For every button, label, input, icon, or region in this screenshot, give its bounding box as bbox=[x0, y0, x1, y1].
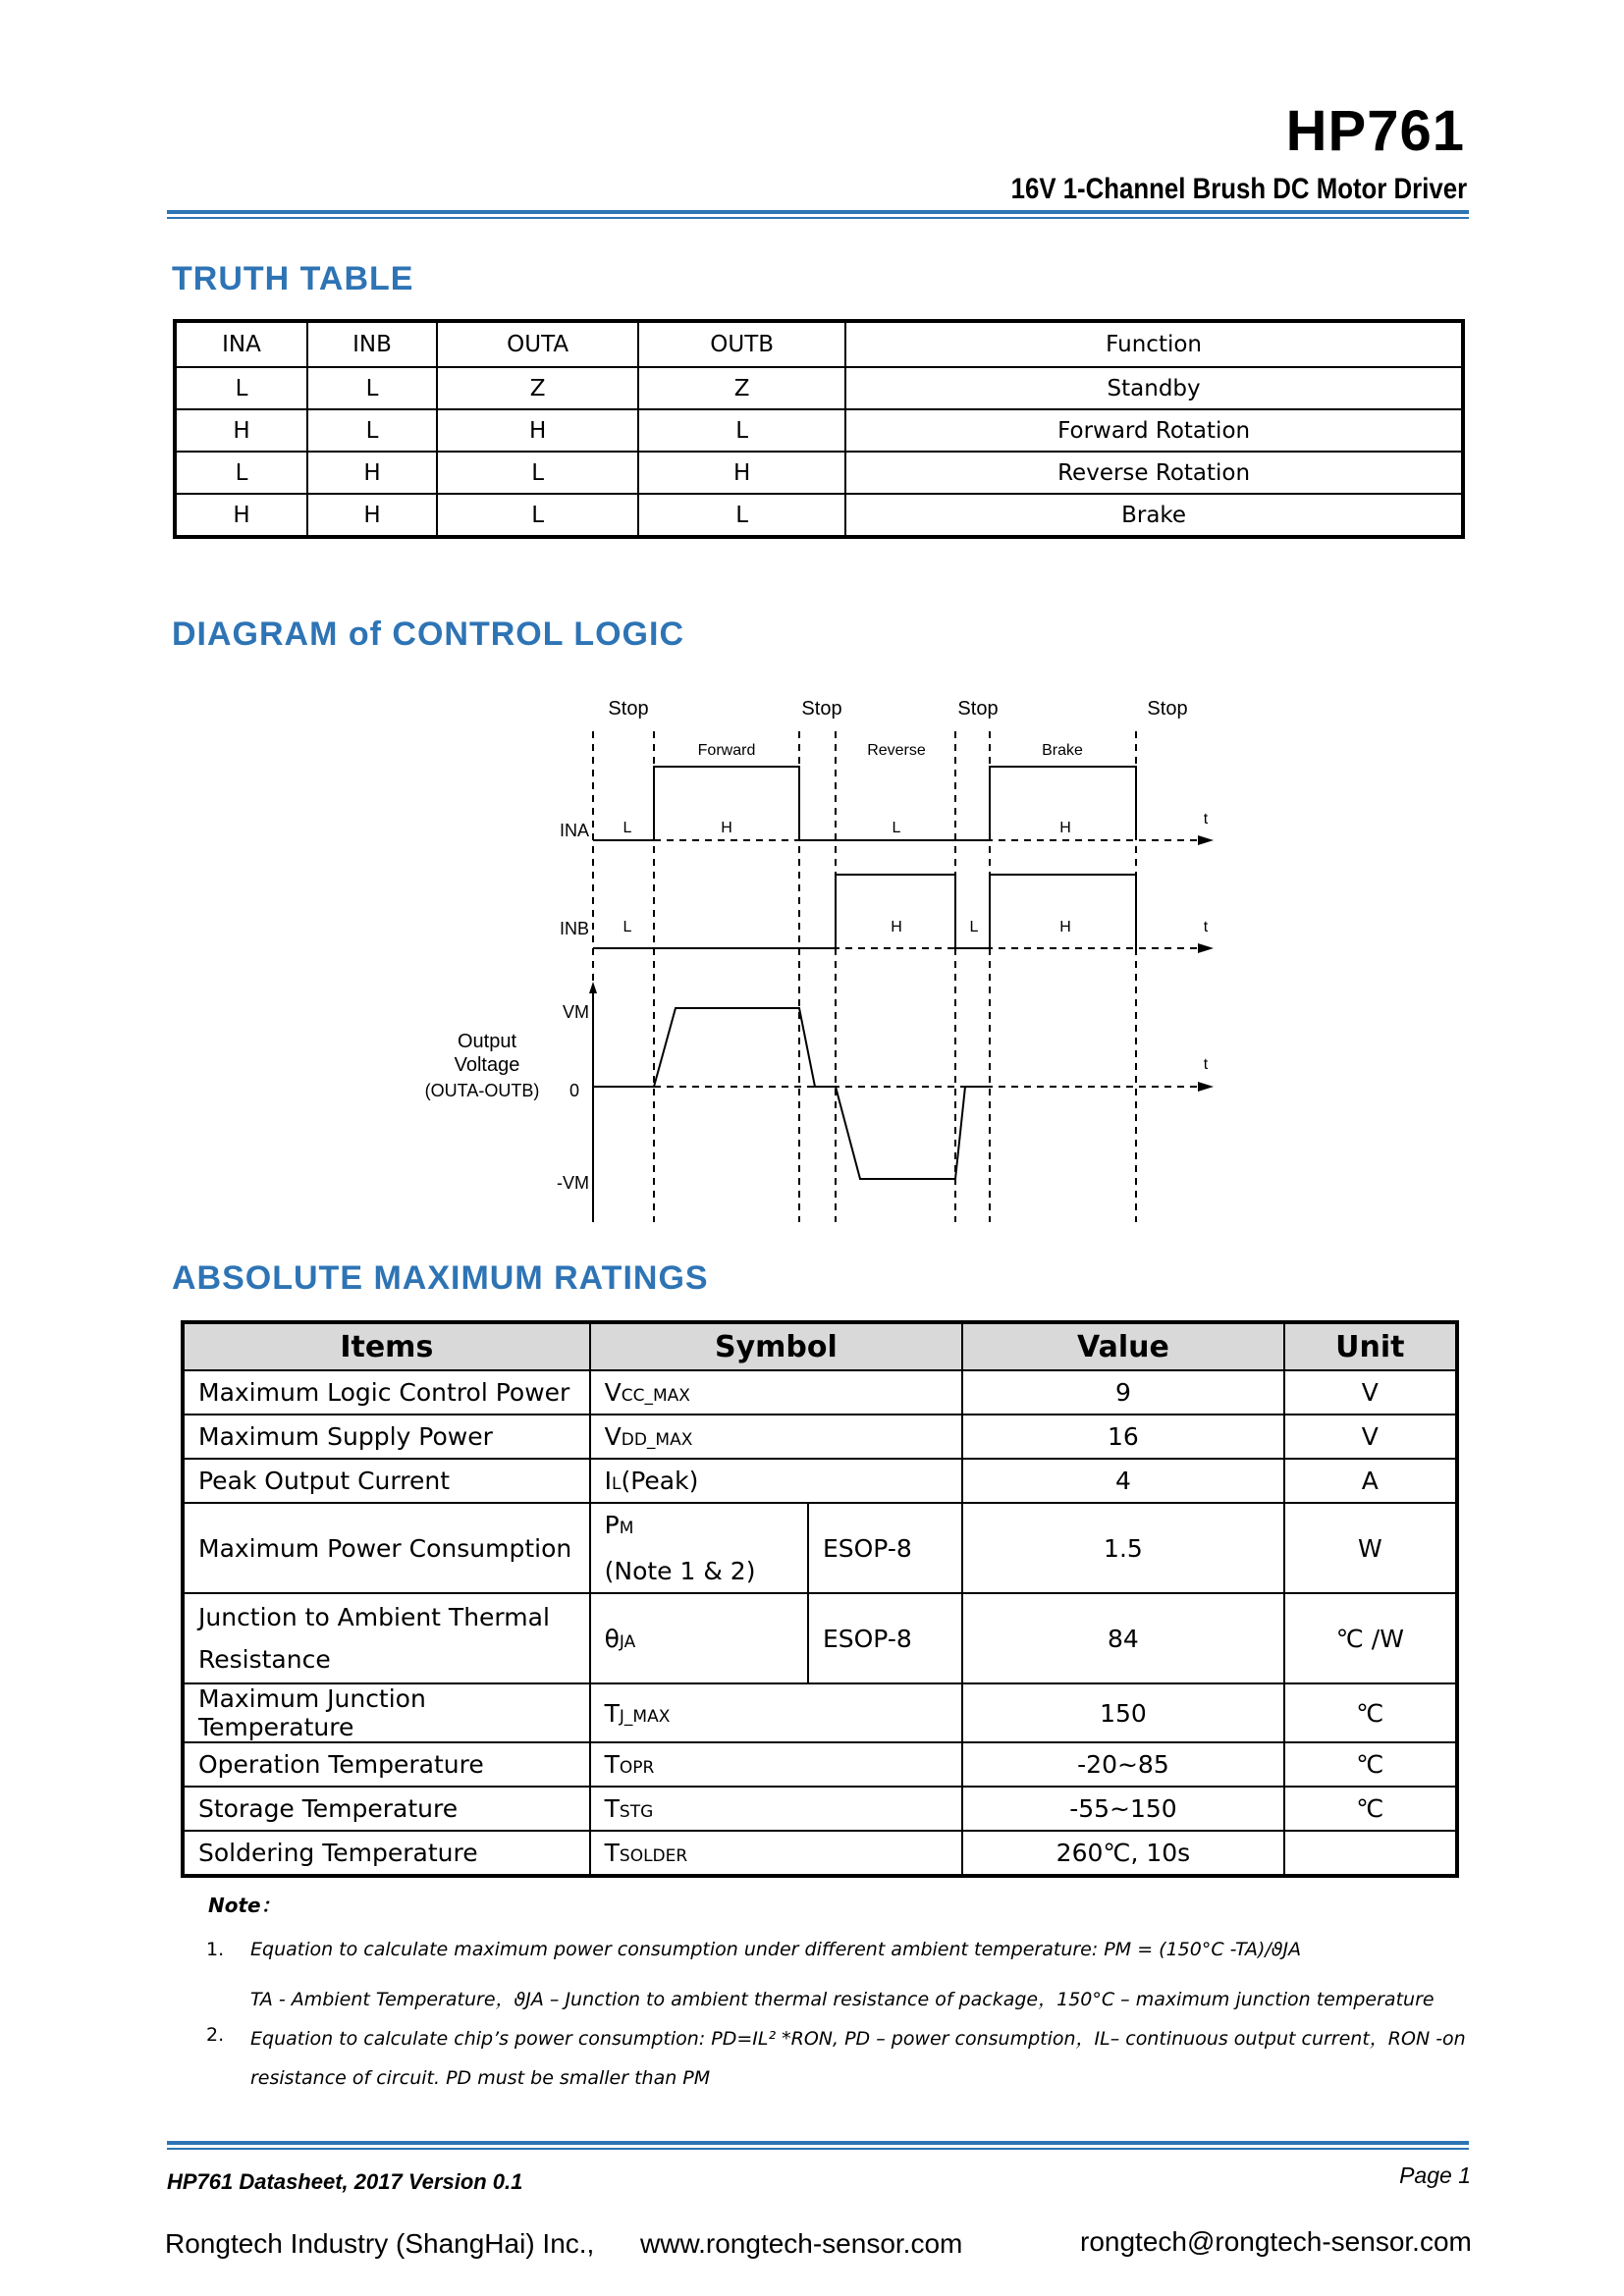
mode-label: Forward bbox=[697, 742, 756, 759]
unit-cell: V bbox=[1284, 1370, 1457, 1415]
table-cell: H bbox=[307, 452, 437, 494]
inb-level: H bbox=[891, 919, 902, 935]
package-cell: ESOP-8 bbox=[808, 1503, 962, 1593]
state-label: Stop bbox=[957, 698, 999, 720]
mode-label: Reverse bbox=[867, 742, 926, 759]
output-voltage-label: Voltage bbox=[454, 1054, 520, 1076]
table-cell: H bbox=[175, 409, 307, 452]
footer-rule-thin bbox=[167, 2148, 1469, 2150]
unit-cell: V bbox=[1284, 1415, 1457, 1459]
value-cell: 4 bbox=[962, 1459, 1284, 1503]
symbol-cell: TJ_MAX bbox=[590, 1683, 963, 1742]
item-cell: Operation Temperature bbox=[183, 1742, 590, 1787]
symbol-cell: TSTG bbox=[590, 1787, 963, 1831]
negative-vm-axis-label: -VM bbox=[557, 1173, 589, 1193]
table-cell: H bbox=[437, 409, 638, 452]
inb-level: H bbox=[1059, 919, 1071, 935]
ina-level: H bbox=[1059, 820, 1071, 836]
table-cell: Z bbox=[638, 367, 845, 409]
table-header-row bbox=[183, 1322, 1457, 1370]
symbol-cell: VDD_MAX bbox=[590, 1415, 963, 1459]
column-header: Function bbox=[845, 321, 1463, 367]
table-cell: L bbox=[175, 452, 307, 494]
footer-website-link[interactable]: www.rongtech-sensor.com bbox=[640, 2228, 963, 2259]
table-row bbox=[183, 1683, 1457, 1742]
inb-level: L bbox=[969, 919, 979, 935]
value-cell: 16 bbox=[962, 1415, 1284, 1459]
state-label: Stop bbox=[801, 698, 842, 720]
symbol-cell: VCC_MAX bbox=[590, 1370, 963, 1415]
ina-time-arrow bbox=[1198, 835, 1214, 845]
item-cell: Maximum Logic Control Power bbox=[183, 1370, 590, 1415]
table-cell: Forward Rotation bbox=[845, 409, 1463, 452]
symbol-cell: IL(Peak) bbox=[590, 1459, 963, 1503]
item-cell: Junction to Ambient Thermal Resistance bbox=[183, 1593, 590, 1683]
table-row bbox=[183, 1787, 1457, 1831]
table-cell: L bbox=[437, 494, 638, 537]
table-row bbox=[183, 1415, 1457, 1459]
time-axis-label: t bbox=[1203, 811, 1209, 828]
symbol-cell: TOPR bbox=[590, 1742, 963, 1787]
value-cell: -20~85 bbox=[962, 1742, 1284, 1787]
value-cell: 1.5 bbox=[962, 1503, 1284, 1593]
table-cell: Standby bbox=[845, 367, 1463, 409]
footer-rule bbox=[167, 2141, 1469, 2145]
symbol-cell: θJA bbox=[590, 1593, 808, 1683]
output-voltage-label: Output bbox=[457, 1031, 517, 1052]
unit-cell: W bbox=[1284, 1503, 1457, 1593]
table-cell: Reverse Rotation bbox=[845, 452, 1463, 494]
value-cell: 84 bbox=[962, 1593, 1284, 1683]
footer-datasheet-version: HP761 Datasheet, 2017 Version 0.1 bbox=[167, 2169, 523, 2194]
timing-guide-lines bbox=[593, 731, 1198, 1222]
column-header: Unit bbox=[1284, 1322, 1457, 1370]
footer-company: Rongtech Industry (ShangHai) Inc., bbox=[165, 2228, 595, 2259]
item-cell: Maximum Supply Power bbox=[183, 1415, 590, 1459]
column-header: Items bbox=[183, 1322, 590, 1370]
column-header: Value bbox=[962, 1322, 1284, 1370]
mode-label: Brake bbox=[1042, 742, 1083, 759]
control-logic-heading: DIAGRAM of CONTROL LOGIC bbox=[172, 615, 684, 653]
table-cell: Brake bbox=[845, 494, 1463, 537]
value-cell: 9 bbox=[962, 1370, 1284, 1415]
unit-cell: A bbox=[1284, 1459, 1457, 1503]
column-header: OUTB bbox=[638, 321, 845, 367]
table-cell: Z bbox=[437, 367, 638, 409]
note-label: Note： bbox=[208, 1894, 281, 1917]
table-cell: L bbox=[437, 452, 638, 494]
item-cell: Maximum Junction Temperature bbox=[183, 1683, 590, 1742]
inb-waveform bbox=[593, 875, 1136, 948]
ina-level: L bbox=[892, 820, 901, 836]
state-label: Stop bbox=[608, 698, 649, 720]
voltage-axis-arrow bbox=[589, 982, 597, 993]
table-row bbox=[183, 1742, 1457, 1787]
value-cell: 260℃, 10s bbox=[962, 1831, 1284, 1876]
table-cell: L bbox=[638, 494, 845, 537]
table-row bbox=[183, 1593, 1457, 1683]
output-voltage-label: (OUTA-OUTB) bbox=[424, 1081, 540, 1100]
symbol-cell: PM (Note 1 & 2) bbox=[590, 1503, 808, 1593]
table-cell: H bbox=[638, 452, 845, 494]
notes: Note： 1. Equation to calculate maximum power consumption under different ambient temperature: PM = (150°C -TA)/ϑJA TA - Ambient Temperature，ϑJA – Junction to ambient thermal resistance of package，150°C – maximum junction temperature 2. Equation to calculate chip’s power consumption: PD=IL² *RON, PD – power consumption，IL– continuous output current，RON -on resistance of circuit. PD must be smaller than PM bbox=[206, 1890, 1443, 1918]
table-cell: L bbox=[175, 367, 307, 409]
package-cell: ESOP-8 bbox=[808, 1593, 962, 1683]
symbol-cell: TSOLDER bbox=[590, 1831, 963, 1876]
output-time-arrow bbox=[1198, 1082, 1214, 1092]
table-row bbox=[183, 1370, 1457, 1415]
value-cell: 150 bbox=[962, 1683, 1284, 1742]
ratings-heading: ABSOLUTE MAXIMUM RATINGS bbox=[172, 1259, 709, 1297]
table-row bbox=[183, 1459, 1457, 1503]
footer-page-number: Page 1 bbox=[1399, 2163, 1471, 2188]
inb-signal-label: INB bbox=[559, 919, 589, 938]
ina-signal-label: INA bbox=[559, 821, 589, 840]
output-voltage-waveform bbox=[593, 1008, 990, 1179]
item-cell: Storage Temperature bbox=[183, 1787, 590, 1831]
footer-email-link[interactable]: rongtech@rongtech-sensor.com bbox=[1080, 2226, 1472, 2257]
item-cell: Soldering Temperature bbox=[183, 1831, 590, 1876]
time-axis-label: t bbox=[1203, 919, 1209, 935]
zero-axis-label: 0 bbox=[568, 1081, 579, 1100]
table-cell: L bbox=[307, 409, 437, 452]
column-header: INB bbox=[307, 321, 437, 367]
value-cell: -55~150 bbox=[962, 1787, 1284, 1831]
unit-cell: ℃ bbox=[1284, 1742, 1457, 1787]
unit-cell: ℃ bbox=[1284, 1787, 1457, 1831]
unit-cell: ℃ bbox=[1284, 1683, 1457, 1742]
column-header: OUTA bbox=[437, 321, 638, 367]
table-cell: L bbox=[638, 409, 845, 452]
ina-level: L bbox=[623, 820, 632, 836]
time-axis-label: t bbox=[1203, 1056, 1209, 1073]
ina-waveform bbox=[593, 767, 1136, 840]
unit-cell: ℃ /W bbox=[1284, 1593, 1457, 1683]
column-header: Symbol bbox=[590, 1322, 963, 1370]
unit-cell bbox=[1284, 1831, 1457, 1876]
item-cell: Peak Output Current bbox=[183, 1459, 590, 1503]
table-row bbox=[183, 1503, 1457, 1593]
table-cell: H bbox=[175, 494, 307, 537]
waveforms bbox=[593, 767, 1136, 1222]
ratings-table bbox=[181, 1320, 1459, 1878]
ina-level: H bbox=[721, 820, 732, 836]
document-title: HP761 bbox=[1285, 99, 1465, 163]
state-label: Stop bbox=[1147, 698, 1188, 720]
inb-time-arrow bbox=[1198, 943, 1214, 953]
truth-table-heading: TRUTH TABLE bbox=[172, 260, 414, 297]
table-row bbox=[183, 1831, 1457, 1876]
vm-axis-label: VM bbox=[563, 1002, 589, 1022]
column-header: INA bbox=[175, 321, 307, 367]
inb-level: L bbox=[623, 919, 632, 935]
table-cell: L bbox=[307, 367, 437, 409]
table-cell: H bbox=[307, 494, 437, 537]
document-subtitle: 16V 1-Channel Brush DC Motor Driver bbox=[1010, 173, 1467, 205]
item-cell: Maximum Power Consumption bbox=[183, 1503, 590, 1593]
